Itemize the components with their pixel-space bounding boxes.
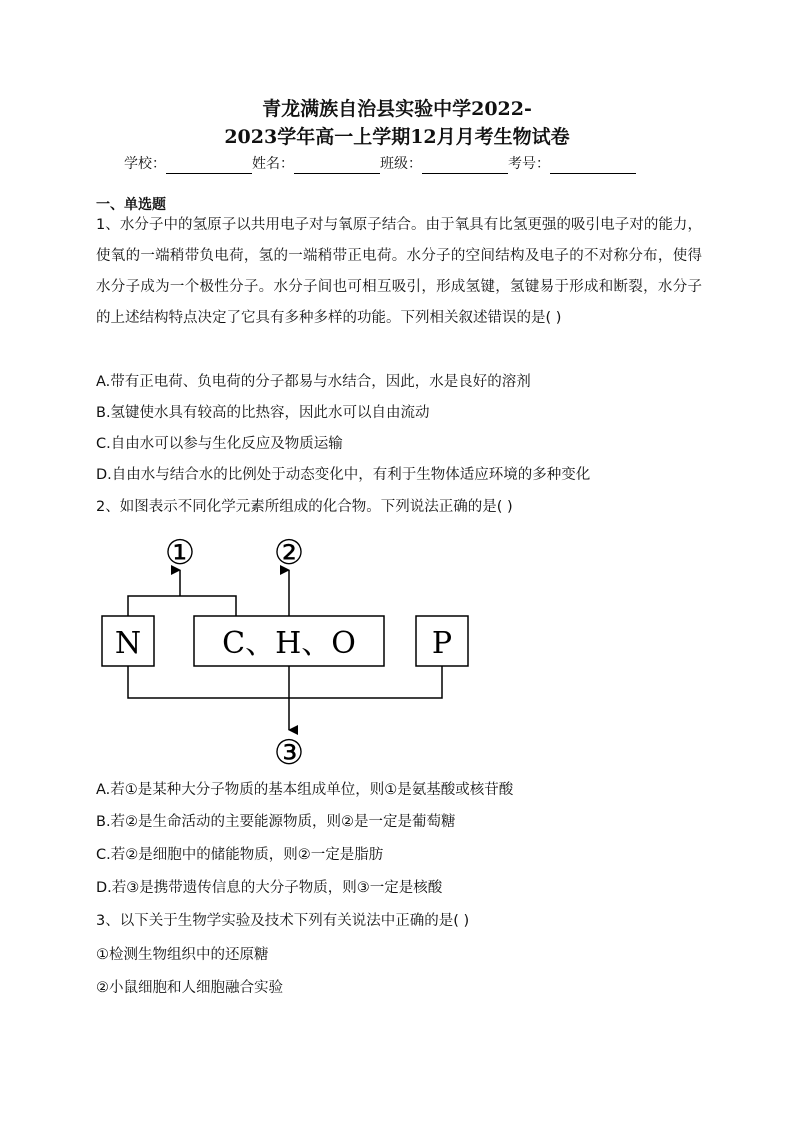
label-2: ② xyxy=(273,533,305,573)
section-title: 一、单选题 xyxy=(96,197,166,213)
class-label: 班级： xyxy=(380,156,422,172)
exam-title-line1: 青龙满族自治县实验中学2022- xyxy=(262,98,532,120)
q1-option-c: C.自由水可以参与生化反应及物质运输 xyxy=(96,436,343,452)
label-1: ① xyxy=(164,533,196,573)
q2-option-b: B.若②是生命活动的主要能源物质，则②是一定是葡萄糖 xyxy=(96,814,456,830)
exam-no-label: 考号： xyxy=(508,156,550,172)
q3-stem: 3、以下关于生物学实验及技术下列有关说法中正确的是( ) xyxy=(96,913,470,929)
q1-option-a: A.带有正电荷、负电荷的分子都易与水结合，因此，水是良好的溶剂 xyxy=(96,374,531,390)
box-n-label: N xyxy=(114,626,142,661)
q2-option-d: D.若③是携带遗传信息的大分子物质，则③一定是核酸 xyxy=(96,880,443,896)
name-label: 姓名： xyxy=(252,156,294,172)
label-3: ③ xyxy=(273,733,305,773)
q2-option-a: A.若①是某种大分子物质的基本组成单位，则①是氨基酸或核苷酸 xyxy=(96,782,514,798)
school-label: 学校： xyxy=(124,156,166,172)
q1-option-d: D.自由水与结合水的比例处于动态变化中，有利于生物体适应环境的多种变化 xyxy=(96,467,591,483)
box-cho-label: C、H、O xyxy=(222,626,356,661)
connector-1 xyxy=(128,596,236,616)
q1-stem: 1、水分子中的氢原子以共用电子对与氧原子结合。由于氧具有比氢更强的吸引电子对的能力，使氧的一端稍带负电荷，氢的一端稍带正电荷。水分子的空间结构及电子的不对称分布，使得水分子成为一个极性分子。水分子间也可相互吸引，形成氢键，氢键易于形成和断裂，水分子的上述结构特点决定了它具有多种多样的功能。下列相关叙述错误的是( ) xyxy=(96,217,702,326)
q3-item-2: ②小鼠细胞和人细胞融合实验 xyxy=(96,980,283,996)
connector-3 xyxy=(128,666,442,698)
box-p-label: P xyxy=(431,626,453,661)
q2-option-c: C.若②是细胞中的储能物质，则②一定是脂肪 xyxy=(96,847,384,863)
q3-item-1: ①检测生物组织中的还原糖 xyxy=(96,947,269,963)
q1-option-b: B.氢键使水具有较高的比热容，因此水可以自由流动 xyxy=(96,405,430,421)
q2-stem: 2、如图表示不同化学元素所组成的化合物。下列说法正确的是( ) xyxy=(96,499,513,515)
exam-title-line2: 2023学年高一上学期12月月考生物试卷 xyxy=(224,126,570,148)
